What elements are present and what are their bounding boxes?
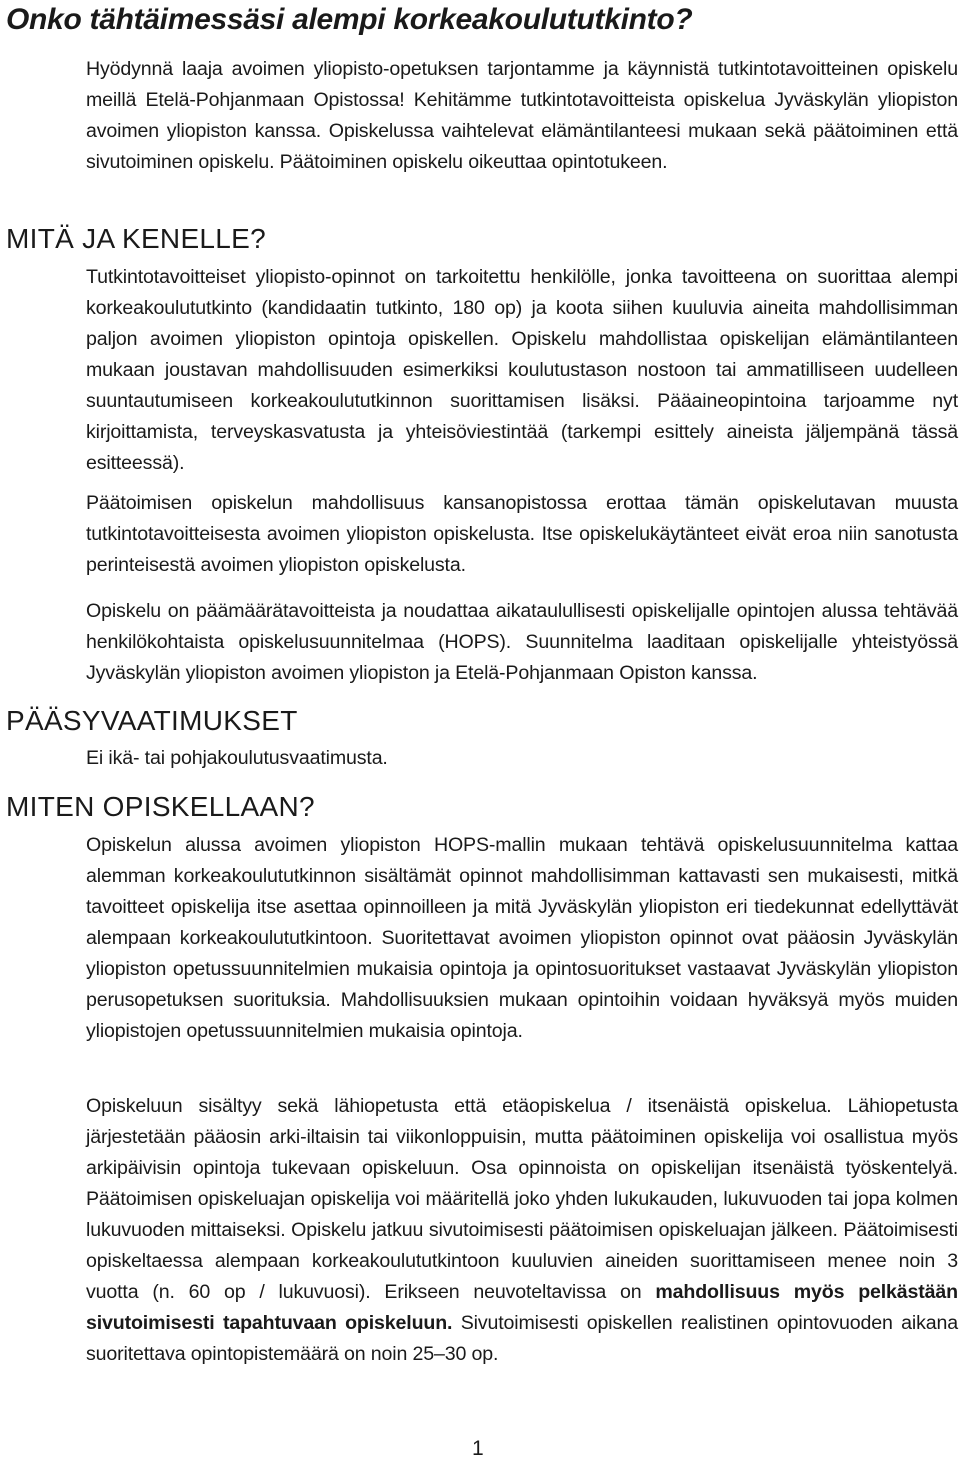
paasyvaatimukset-paragraph: Ei ikä- tai pohjakoulutusvaatimusta.	[86, 747, 388, 769]
mita-paragraph-2: Päätoimisen opiskelun mahdollisuus kansanopistossa erottaa tämän opiskelutavan muusta tutkintotavoitteisesta avoimen yliopiston opiskelusta. Itse opiskelukäytänteet eivät eroa niin sanotusta perinteisestä avoimen yliopiston opiskelusta.	[86, 492, 958, 576]
mita-paragraph-3: Opiskelu on päämäärätavoitteista ja noudattaa aikataulullisesti opiskelijalle opintojen alussa tehtävää henkilökohtaista opiskelusuunnitelmaa (HOPS). Suunnitelma laaditaan opiskelijalle yhteistyössä Jyväskylän yliopiston avoimen yliopiston ja Etelä-Pohjanmaan Opiston kanssa.	[86, 600, 958, 684]
miten-paragraph-2-text-end: Sivutoimisesti opiskellen realistinen opintovuoden aikana suoritettava opintopistemäärä on noin 25–30 op.	[86, 1312, 958, 1365]
section-heading-paasyvaatimukset: PÄÄSYVAATIMUKSET	[6, 705, 298, 736]
miten-paragraph-1: Opiskelun alussa avoimen yliopiston HOPS-mallin mukaan tehtävä opiskelusuunnitelma kattaa alemman korkeakoulututkinnon sisältämät opinnot mahdollisimman kattavasti sen mukaisesti, mitkä tavoitteet opiskelija itse asettaa opinnoilleen ja mitä Jyväskylän yliopiston eri tiedekunnat edellyttävät alempaan korkeakoulututkintoon. Suoritettavat avoimen yliopiston opinnot ovat pääosin Jyväskylän yliopiston opetussuunnitelmien mukaisia opintoja ja opintosuoritukset vastaavat Jyväskylän yliopiston perusopetuksen suorituksia. Mahdollisuuksien mukaan opintoihin voidaan hyväksyä myös muiden yliopistojen opetussuunnitelmien mukaisia opintoja.	[86, 834, 958, 1042]
miten-paragraph-2-text: Opiskeluun sisältyy sekä lähiopetusta että etäopiskelua / itsenäistä opiskelua. Lähiopetusta järjestetään pääosin arki-iltaisin tai viikonloppuisin, mutta päätoiminen opiskelija voi osallistua myös arkipäivisin opintoja tukevaan opiskeluun. Osa opinnoista on opiskelijan itsenäistä työskentelyä. Päätoimisen opiskeluajan opiskelija voi määritellä joko yhden lukukauden, lukuvuoden tai jopa kolmen lukuvuoden mittaiseksi. Opiskelu jatkuu sivutoimisesti päätoimisen opiskeluajan jälkeen. Päätoimisesti opiskeltaessa alempaan korkeakoulututkintoon kuuluvien aineiden suorittamiseen menee noin 3 vuotta (n. 60 op / lukuvuosi). Erikseen neuvoteltavissa on	[86, 1095, 958, 1303]
section-heading-miten: MITEN OPISKELLAAN?	[6, 791, 315, 822]
page-title: Onko tähtäimessäsi alempi korkeakoulututkinto?	[6, 3, 693, 36]
intro-paragraph: Hyödynnä laaja avoimen yliopisto-opetuksen tarjontamme ja käynnistä tutkintotavoitteinen opiskelu meillä Etelä-Pohjanmaan Opistossa! Kehitämme tutkintotavoitteista opiskelua Jyväskylän yliopiston avoimen yliopiston kanssa. Opiskelussa vaihtelevat elämäntilanteesi mukaan sekä päätoiminen että sivutoiminen opiskelu. Päätoiminen opiskelu oikeuttaa opintotukeen.	[86, 58, 958, 173]
miten-paragraph-2	[86, 1091, 958, 1370]
page-number: 1	[472, 1437, 484, 1460]
mita-paragraph-1: Tutkintotavoitteiset yliopisto-opinnot on tarkoitettu henkilölle, jonka tavoitteena on suorittaa alempi korkeakoulututkinto (kandidaatin tutkinto, 180 op) ja koota siihen kuuluvia aineita mahdollisimman paljon avoimen yliopiston opintoja opiskellen. Opiskelu mahdollistaa opiskelijan elämäntilanteen mukaan joustavan mahdollisuuden esimerkiksi koulutustason nostoon tai ammatilliseen uudelleen suuntautumiseen korkeakoulututkinnon suorittamisen lisäksi. Pääaineopintoina tarjoamme nyt kirjoittamista, terveyskasvatusta ja yhteisöviestintää (tarkempi esittely aineista jäljempänä tässä esitteessä).	[86, 266, 958, 474]
miten-paragraph-2-emphasis: mahdollisuus myös pelkästään sivutoimisesti tapahtuvaan opiskeluun.	[86, 1281, 958, 1334]
section-heading-mita: MITÄ JA KENELLE?	[6, 223, 267, 254]
